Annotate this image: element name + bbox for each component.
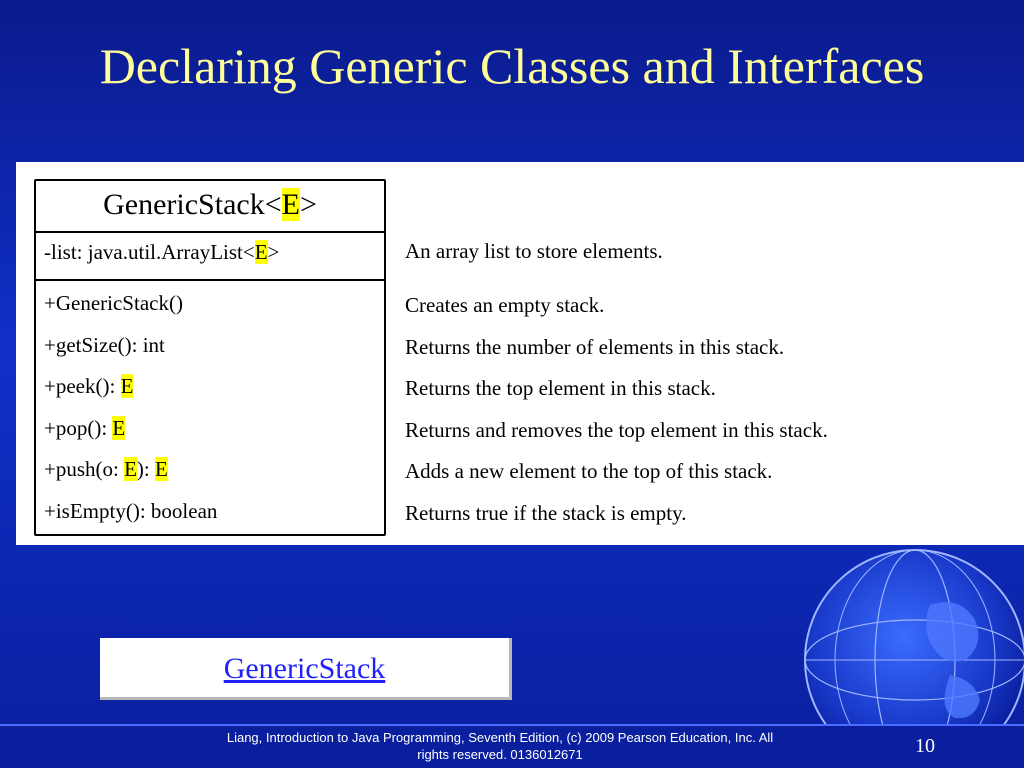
footer-credit xyxy=(195,729,805,763)
genericstack-link-button[interactable] xyxy=(100,638,512,700)
field-type-highlight: E xyxy=(254,240,268,264)
method-description: Creates an empty stack. xyxy=(405,293,605,317)
uml-field-list: -list: java.util.ArrayList<E> xyxy=(44,240,280,264)
type-param-highlight: E xyxy=(124,457,137,481)
genericstack-link[interactable]: GenericStack xyxy=(223,652,386,685)
uml-class-name xyxy=(36,181,384,233)
type-param-highlight: E xyxy=(281,188,300,221)
method-description: Returns the number of elements in this stack. xyxy=(405,334,785,359)
method-signature-text: +GenericStack() xyxy=(44,291,183,315)
uml-method-row xyxy=(44,413,125,443)
footer-credit-line2: rights reserved. 0136012671 xyxy=(417,747,583,762)
page-number: 10 xyxy=(915,735,935,757)
method-description: Returns true if the stack is empty. xyxy=(405,500,687,525)
uml-class-diagram xyxy=(34,179,386,536)
uml-method-row xyxy=(44,288,183,318)
method-signature-text: +peek(): xyxy=(44,374,121,398)
method-signature-text: +getSize(): int xyxy=(44,332,165,357)
method-signature-text: +isEmpty(): boolean xyxy=(44,498,218,523)
method-signature-text: +pop(): xyxy=(44,415,113,440)
method-signature-text: ): xyxy=(136,457,155,481)
uml-method-row xyxy=(44,454,168,484)
class-name-text: GenericStack< xyxy=(103,188,282,221)
method-signature-text: +push(o: xyxy=(44,457,125,481)
uml-method-row xyxy=(44,330,165,360)
uml-method-row xyxy=(44,371,133,401)
method-description: Returns the top element in this stack. xyxy=(405,376,716,400)
type-param-highlight: E xyxy=(120,374,134,398)
method-description: Returns and removes the top element in this stack. xyxy=(405,417,828,442)
footer-bar xyxy=(0,724,1024,768)
method-description: Adds a new element to the top of this stack. xyxy=(405,459,773,483)
type-param-highlight: E xyxy=(112,415,126,440)
footer-credit-line1: Liang, Introduction to Java Programming, Seventh Edition, (c) 2009 Pearson Education, Inc. All xyxy=(226,730,774,745)
class-name-close: > xyxy=(299,188,317,221)
type-param-highlight: E xyxy=(155,457,168,481)
field-description: An array list to store elements. xyxy=(405,239,663,263)
slide-title: Declaring Generic Classes and Interfaces xyxy=(99,38,925,94)
uml-divider xyxy=(36,279,384,281)
uml-method-row xyxy=(44,496,217,526)
